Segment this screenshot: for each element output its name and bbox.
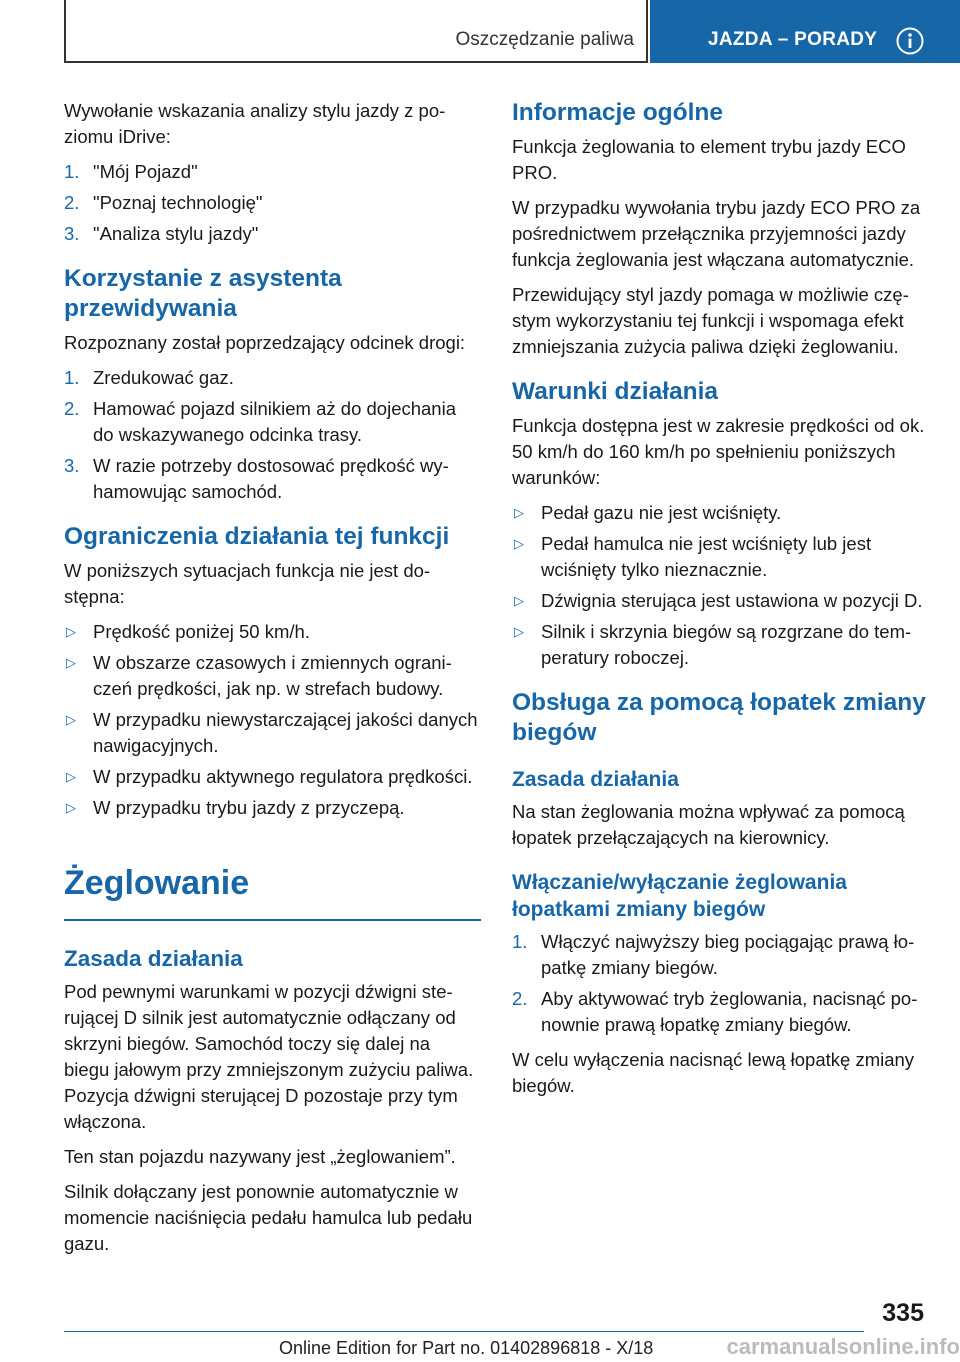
page-number: 335: [882, 1299, 924, 1327]
info-icon: [895, 26, 925, 56]
principle-heading: Zasada działania: [64, 946, 243, 971]
general-text: W przypadku wywołania trybu jazdy ECO PRO za pośrednictwem przełącznika przyjemności jazdy funkcja żeglowania jest włączana automatycznie.: [512, 197, 921, 270]
bullet-triangle-icon: ▷: [514, 505, 524, 520]
principle-text: Ten stan pojazdu nazywany jest „żeglowaniem”.: [64, 1146, 456, 1167]
header-subtitle: Oszczędzanie paliwa: [455, 29, 634, 50]
list-item: 2. Aby aktywować tryb żeglowania, nacisnąć ponownie prawą łopatkę zmiany biegów.: [512, 988, 918, 1035]
general-text: Funkcja żeglowania to element trybu jazdy ECO PRO.: [512, 136, 906, 183]
list-item: ▷ W obszarze czasowych i zmiennych ograniczeń prędkości, jak np. w strefach budowy.: [66, 652, 452, 699]
bullet-triangle-icon: ▷: [66, 769, 76, 784]
right-column: [512, 98, 927, 1108]
list-item: 3. W razie potrzeby dostosować prędkość wyhamowując samochód.: [64, 455, 449, 502]
list-item: 1. Włączyć najwyższy bieg pociągając prawą łopatkę zmiany biegów.: [512, 931, 915, 978]
assist-heading: Korzystanie z asystenta przewidywania: [64, 265, 342, 322]
limits-heading: Ograniczenia działania tej funkcji: [64, 523, 450, 550]
header-section-label: JAZDA – PORADY: [708, 29, 878, 50]
list-item: 1. "Mój Pojazd": [64, 161, 198, 182]
header-section-tab: [650, 0, 960, 63]
bullet-triangle-icon: ▷: [66, 800, 76, 815]
general-heading: Informacje ogólne: [512, 99, 724, 126]
limits-text: W poniższych sytuacjach funkcja nie jest dostępna:: [64, 560, 431, 607]
toggle-off-text: W celu wyłączenia nacisnąć lewą łopatkę zmiany biegów.: [512, 1049, 915, 1096]
watermark: carmanualsonline.info: [726, 1334, 960, 1359]
limits-list: [64, 619, 479, 821]
general-text: Przewidujący styl jazdy pomaga w możliwie częstym wykorzystaniu tej funkcji i wspomaga efekt zmniejszania zużycia paliwa dzięki żeglowaniu.: [512, 284, 909, 357]
list-item: ▷ W przypadku trybu jazdy z przyczepą.: [64, 795, 479, 821]
title-rule: [64, 919, 481, 921]
assist-steps: [64, 365, 479, 505]
edition-note: Online Edition for Part no. 01402896818 - X/18: [279, 1338, 654, 1358]
assist-text: Rozpoznany został poprzedzający odcinek drogi:: [64, 332, 466, 353]
paddles-heading: Obsługa za pomocą łopatek zmiany biegów: [512, 689, 926, 746]
list-item: 1. Zredukować gaz.: [64, 367, 234, 388]
list-item: 2. Hamować pojazd silnikiem aż do dojechania do wskazywanego odcinka trasy.: [64, 398, 456, 445]
list-item: ▷ Prędkość poniżej 50 km/h.: [64, 619, 479, 645]
toggle-steps: [512, 929, 927, 1038]
left-column: [64, 98, 479, 1266]
paddles-principle-heading: Zasada działania: [512, 768, 679, 791]
list-item: ▷ Silnik i skrzynia biegów są rozgrzane do temperatury roboczej.: [514, 621, 912, 668]
toggle-heading: Włączanie/wyłączanie żeglowania łopatkami zmiany biegów: [512, 871, 847, 921]
idrive-steps: [64, 159, 479, 247]
list-item: ▷ W przypadku aktywnego regulatora prędkości.: [64, 764, 479, 790]
list-item: 2. "Poznaj technologię": [64, 192, 263, 213]
bullet-triangle-icon: ▷: [66, 655, 76, 670]
bullet-triangle-icon: ▷: [514, 624, 524, 639]
conditions-heading: Warunki działania: [512, 378, 719, 405]
conditions-text: Funkcja dostępna jest w zakresie prędkości od ok. 50 km/h do 160 km/h po spełnieniu poniższych warunków:: [512, 415, 925, 488]
list-item: ▷ Pedał gazu nie jest wciśnięty.: [512, 500, 927, 526]
principle-text: Silnik dołączany jest ponownie automatycznie w momencie naciśnięcia pedału hamulca lub pedału gazu.: [64, 1181, 473, 1254]
bullet-triangle-icon: ▷: [514, 536, 524, 551]
bullet-triangle-icon: ▷: [66, 624, 76, 639]
idrive-intro: Wywołanie wskazania analizy stylu jazdy z poziomu iDrive:: [64, 100, 446, 147]
list-item: ▷ Pedał hamulca nie jest wciśnięty lub jest wciśnięty tylko nieznacznie.: [514, 533, 872, 580]
header-title-box: [64, 0, 648, 63]
conditions-list: [512, 500, 927, 671]
principle-text: Pod pewnymi warunkami w pozycji dźwigni sterującej D silnik jest automatycznie odłączany od skrzyni biegów. Samochód toczy się dalej na biegu jałowym przy zmniejszonym zużyciu paliwa. Pozycja dźwigni sterującej D pozostaje przy tym włączona.: [64, 981, 474, 1132]
bullet-triangle-icon: ▷: [66, 712, 76, 727]
paddles-principle-text: Na stan żeglowania można wpływać za pomocą łopatek przełączających na kierownicy.: [512, 801, 905, 848]
list-item: ▷ Dźwignia sterująca jest ustawiona w pozycji D.: [512, 588, 927, 614]
list-item: 3. "Analiza stylu jazdy": [64, 223, 259, 244]
footer-rule: [64, 1331, 864, 1332]
list-item: ▷ W przypadku niewystarczającej jakości danych nawigacyjnych.: [66, 709, 478, 756]
coasting-title: Żeglowanie: [64, 864, 250, 902]
bullet-triangle-icon: ▷: [514, 593, 524, 608]
